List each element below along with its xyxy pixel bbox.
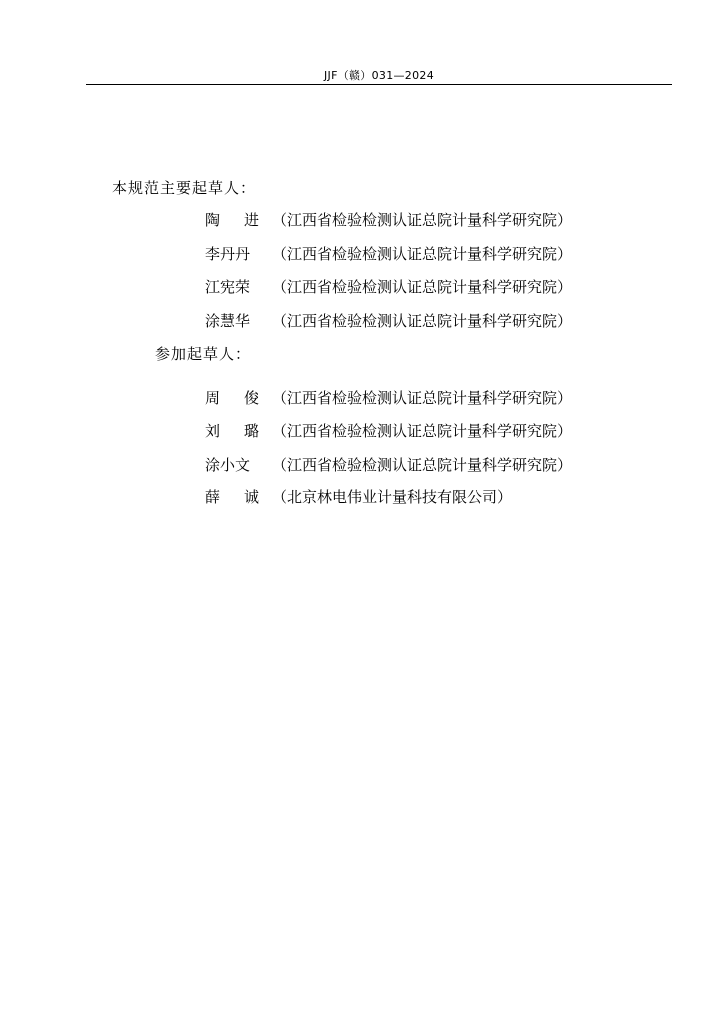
drafter-organization: （江西省检验检测认证总院计量科学研究院） [272, 389, 573, 407]
name-part: 李丹丹 [205, 245, 251, 263]
name-part: 江宪荣 [205, 278, 251, 296]
drafter-organization: （江西省检验检测认证总院计量科学研究院） [272, 422, 573, 440]
drafter-name [205, 387, 259, 408]
drafter-name [205, 209, 259, 230]
drafter-organization: （江西省检验检测认证总院计量科学研究院） [272, 278, 573, 296]
standard-code: JJF（赣）031—2024 [323, 69, 434, 82]
drafter-name [205, 486, 259, 507]
drafter-organization: （北京林电伟业计量科技有限公司） [272, 488, 513, 506]
name-part: 进 [243, 211, 259, 229]
drafter-name [205, 243, 259, 264]
drafter-organization: （江西省检验检测认证总院计量科学研究院） [272, 312, 573, 330]
name-part: 俊 [243, 389, 259, 407]
page-header [86, 66, 672, 85]
name-part: 刘 [205, 422, 221, 440]
drafter-name [205, 276, 259, 297]
name-part: 涂小文 [205, 456, 251, 474]
name-part: 璐 [243, 422, 259, 440]
name-part: 薛 [205, 488, 221, 506]
drafter-organization: （江西省检验检测认证总院计量科学研究院） [272, 456, 573, 474]
drafter-name [205, 454, 259, 475]
main-drafters-title: 本规范主要起草人： [112, 179, 257, 197]
drafter-organization: （江西省检验检测认证总院计量科学研究院） [272, 245, 573, 263]
participant-drafters-title: 参加起草人： [155, 345, 252, 363]
name-part: 诚 [243, 488, 259, 506]
name-part: 周 [205, 389, 221, 407]
drafter-organization: （江西省检验检测认证总院计量科学研究院） [272, 211, 573, 229]
name-part: 陶 [205, 211, 221, 229]
name-part: 涂慧华 [205, 312, 251, 330]
drafter-name [205, 310, 259, 331]
drafter-name [205, 420, 259, 441]
